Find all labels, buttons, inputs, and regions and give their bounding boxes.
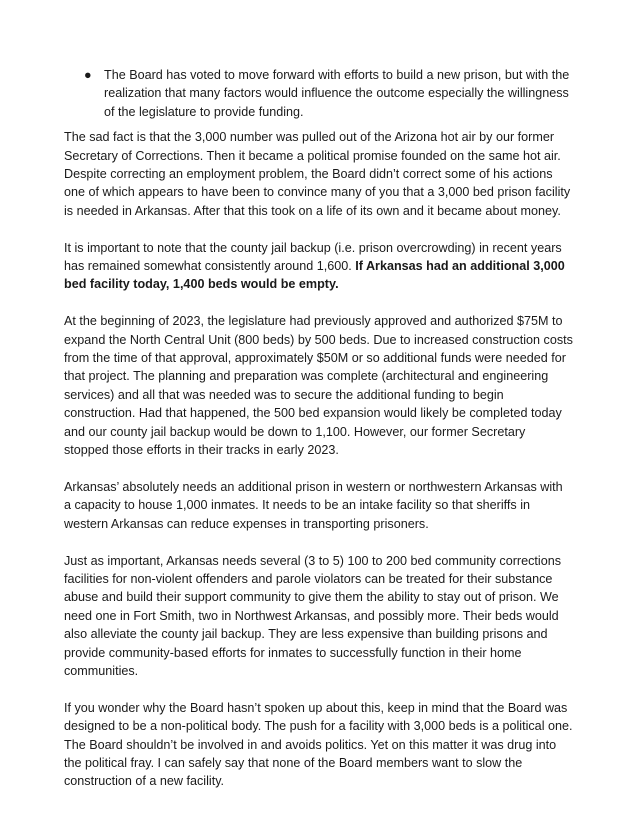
jail-backup-emphasis: If Arkansas had an additional 3,000 bed facility today, 1,400 beds would be empty. bbox=[64, 259, 565, 292]
bullet-list bbox=[64, 66, 573, 121]
paragraph-board-politics: If you wonder why the Board hasn’t spoken up about this, keep in mind that the Board was designed to be a non-political body. The push for a facility with 3,000 beds is a political one. The Board shouldn’t be involved in and avoids politics. Yet on this matter it was drug into the political fray. I can safely say that none of the Board members want to slow the construction of a new facility. bbox=[64, 700, 573, 789]
jail-backup-text: It is important to note that the county jail backup (i.e. prison overcrowding) in recent years has remained somewhat consistently around 1,600. bbox=[64, 240, 562, 274]
bullet-text: The Board has voted to move forward with efforts to build a new prison, but with the realization that many factors would influence the outcome especially the willingness of the legislature to provide funding. bbox=[104, 68, 570, 119]
paragraph-jail-backup bbox=[64, 239, 573, 294]
paragraph-secretary: The sad fact is that the 3,000 number was pulled out of the Arizona hot air by our former Secretary of Corrections. Then it became a political promise founded on the same hot air. Despite correcting an employment problem, the Board didn’t correct some of his actions one of which appears to have been to convince many of you that a 3,000 bed prison facility is needed in Arkansas. After that this took on a life of its own and it became about money. bbox=[64, 130, 571, 218]
bullet-item bbox=[84, 66, 573, 121]
paragraph-north-central-unit: At the beginning of 2023, the legislature had previously approved and authorized $75M to expand the North Central Unit (800 beds) by 500 beds. Due to increased construction costs from the time of that approval, approximately $50M or so additional funds were needed for that project. The planning and preparation was complete (architectural and engineering services) and all that was needed was to secure the additional funding to begin construction. Had that happened, the 500 bed expansion would likely be completed today and our county jail backup would be down to 1,100. However, our former Secretary stopped those efforts in their tracks in early 2023. bbox=[64, 314, 573, 458]
bullet-marker: ● bbox=[84, 68, 92, 82]
paragraph-community-corrections: Just as important, Arkansas needs several (3 to 5) 100 to 200 bed community corrections facilities for non-violent offenders and parole violators can be treated for their substance abuse and build their support community to give them the ability to stay out of prison. We need one in Fort Smith, two in Northwest Arkansas, and possibly more. Their beds would also alleviate the county jail backup. They are less expensive than building prisons and provide community-based efforts for inmates to successfully function in their home communities. bbox=[64, 553, 562, 678]
paragraph-western-prison: Arkansas’ absolutely needs an additional prison in western or northwestern Arkansas with a capacity to house 1,000 inmates. It needs to be an intake facility so that sheriffs in western Arkansas can reduce expenses in transporting prisoners. bbox=[64, 479, 563, 531]
